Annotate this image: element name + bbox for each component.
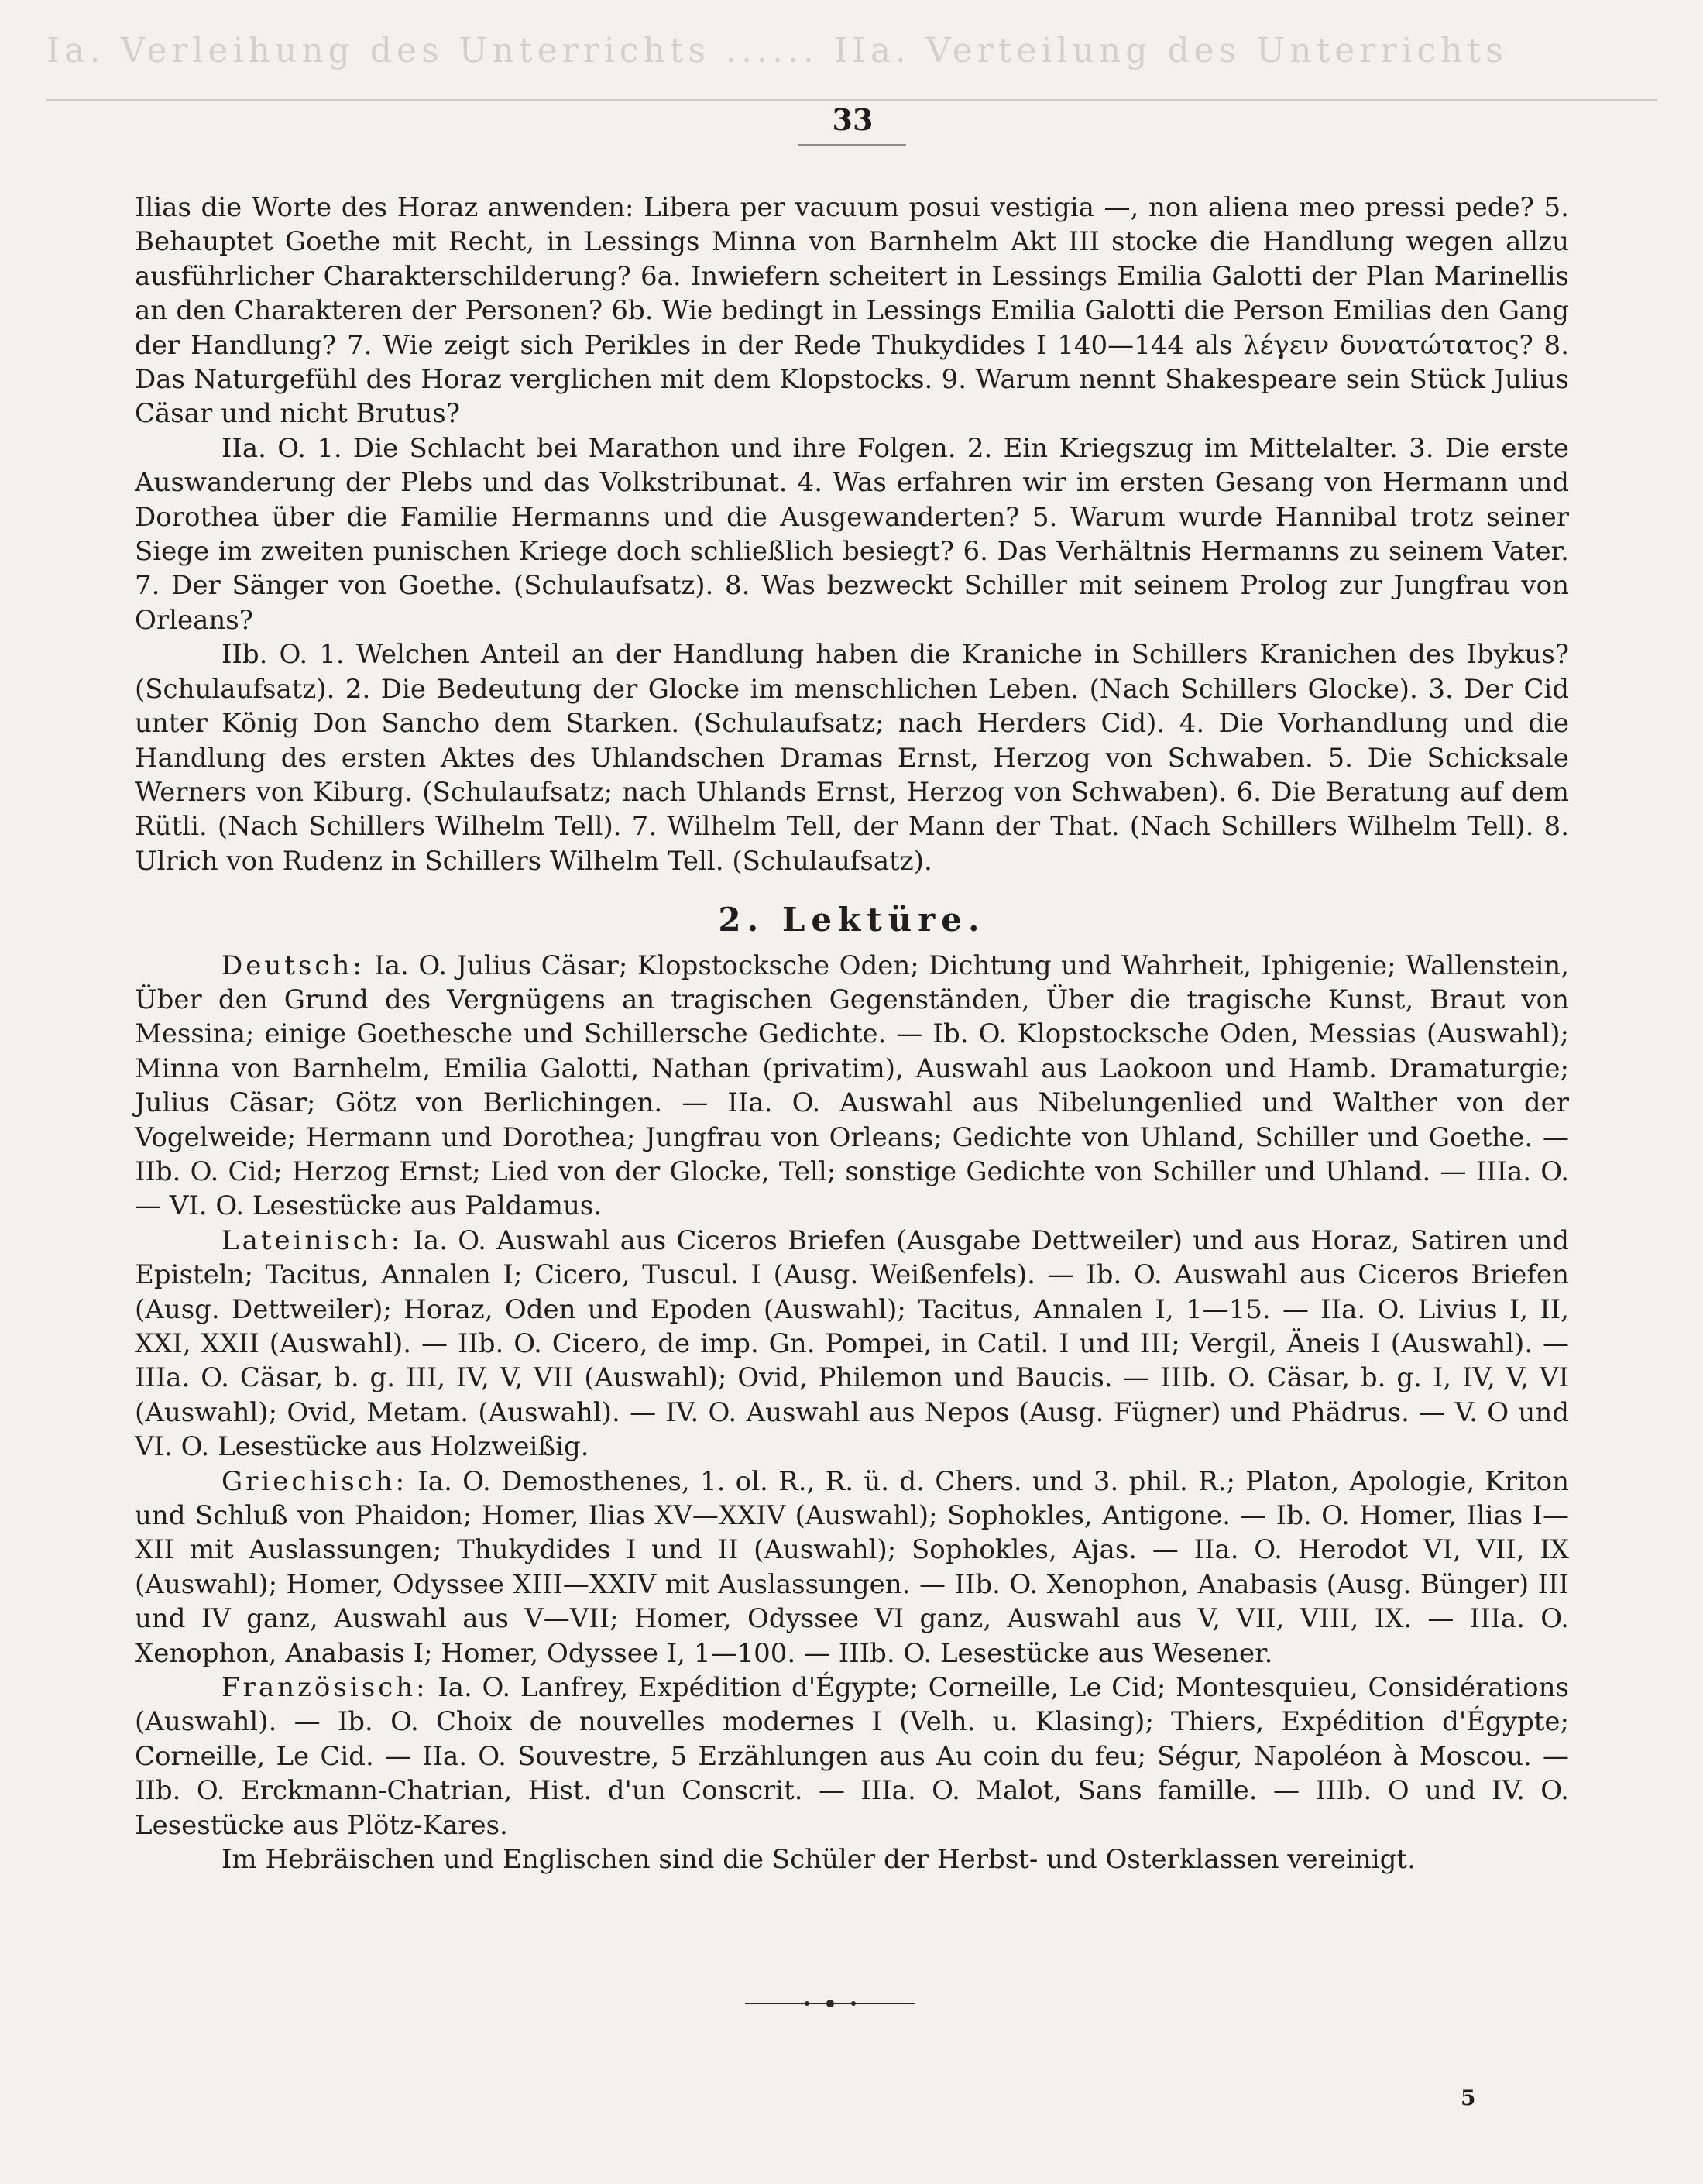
- reading-deutsch-text: Ia. O. Julius Cäsar; Klopstocksche Oden; Dichtung und Wahrheit, Iphigenie; Wallenstein, Über den Grund des Vergnügens an tragischen Gegenständen, Über die tragische Kunst, Braut von Messina; einige Goethesche und Schillersche Gedichte. — Ib. O. Klopstocksche Oden, Messias (Auswahl); Minna von Barnhelm, Emilia Galotti, Nathan (privatim), Auswahl aus Laokoon und Hamb. Dramaturgie; Julius Cäsar; Götz von Berlichingen. — IIa. O. Auswahl aus Nibelungenlied und Walther von der Vogelweide; Hermann und Dorothea; Jungfrau von Orleans; Gedichte von Uhland, Schiller und Goethe. — IIb. O. Cid; Herzog Ernst; Lied von der Glocke, Tell; sonstige Gedichte von Schiller und Uhland. — IIIa. O. — VI. O. Lesestücke aus Paldamus.: [135, 949, 1569, 1222]
- show-through-bleed: Ia. Verleihung des Unterrichts ...... IIa. Verteilung des Unterrichts: [46, 31, 1508, 70]
- essay-topics-iia: IIa. O. 1. Die Schlacht bei Marathon und ihre Folgen. 2. Ein Kriegszug im Mittelalter. 3. Die erste Auswanderung der Plebs und das Volkstribunat. 4. Was erfahren wir im ersten Gesang von Hermann und Dorothea über die Familie Hermanns und die Ausgewanderten? 5. Warum wurde Hannibal trotz seiner Siege im zweiten punischen Kriege doch schließlich besiegt? 6. Das Verhältnis Hermanns zu seinem Vater. 7. Der Sänger von Goethe. (Schulaufsatz). 8. Was bezweckt Schiller mit seinem Prolog zur Jungfrau von Orleans?: [135, 432, 1569, 636]
- reading-deutsch-label: Deutsch:: [221, 949, 365, 981]
- page-number: 33: [832, 102, 874, 137]
- reading-latein-label: Lateinisch:: [221, 1224, 403, 1256]
- reading-latein: [135, 1224, 1569, 1465]
- reading-deutsch: [135, 949, 1569, 1224]
- reading-franz-text: Ia. O. Lanfrey, Expédition d'Égypte; Corneille, Le Cid; Montesquieu, Considérations (Auswahl). — Ib. O. Choix de nouvelles modernes I (Velh. u. Klasing); Thiers, Expédition d'Égypte; Corneille, Le Cid. — IIa. O. Souvestre, 5 Erzählungen aus Au coin du feu; Ségur, Napoléon à Moscou. — IIb. O. Erckmann-Chatrian, Hist. d'un Conscrit. — IIIa. O. Malot, Sans famille. — IIIb. O und IV. O. Lesestücke aus Plötz-Kares.: [135, 1672, 1569, 1841]
- reading-griechisch-label: Griechisch:: [221, 1465, 408, 1497]
- essay-topics-ia-continuation: Ilias die Worte des Horaz anwenden: Libera per vacuum posui vestigia —, non aliena meo pressi pede? 5. Behauptet Goethe mit Recht, in Lessings Minna von Barnhelm Akt III stocke die Handlung wegen allzu ausführlicher Charakterschilderung? 6a. Inwiefern scheitert in Lessings Emilia Galotti der Plan Marinellis an den Charakteren der Personen? 6b. Wie bedingt in Lessings Emilia Galotti die Person Emilias den Gang der Handlung? 7. Wie zeigt sich Perikles in der Rede Thukydides I 140—144 als λέγειν δυνατώτατος? 8. Das Naturgefühl des Horaz verglichen mit dem Klopstocks. 9. Warum nennt Shakespeare sein Stück Julius Cäsar und nicht Brutus?: [135, 192, 1569, 430]
- printer-signature-mark: 5: [1461, 2085, 1476, 2110]
- reading-griechisch: [135, 1465, 1569, 1671]
- reading-hebraeisch-note: Im Hebräischen und Englischen sind die Schüler der Herbst- und Osterklassen vereinigt.: [221, 1844, 1416, 1876]
- reading-franzoesisch: [135, 1671, 1569, 1842]
- show-through-rule: [46, 99, 1657, 101]
- section-heading-lekture: 2. Lektüre.: [718, 901, 986, 939]
- page-number-rule: [798, 144, 906, 146]
- reading-franz-label: Französisch:: [221, 1672, 428, 1704]
- ornament-divider: [745, 1998, 915, 2009]
- reading-latein-text: Ia. O. Auswahl aus Ciceros Briefen (Ausgabe Dettweiler) und aus Horaz, Satiren und Episteln; Tacitus, Annalen I; Cicero, Tuscul. I (Ausg. Weißenfels). — Ib. O. Auswahl aus Ciceros Briefen (Ausg. Dettweiler); Horaz, Oden und Epoden (Auswahl); Tacitus, Annalen I, 1—15. — IIa. O. Livius I, II, XXI, XXII (Auswahl). — IIb. O. Cicero, de imp. Gn. Pompei, in Catil. I und III; Vergil, Äneis I (Auswahl). — IIIa. O. Cäsar, b. g. III, IV, V, VII (Auswahl); Ovid, Philemon und Baucis. — IIIb. O. Cäsar, b. g. I, IV, V, VI (Auswahl); Ovid, Metam. (Auswahl). — IV. O. Auswahl aus Nepos (Ausg. Fügner) und Phädrus. — V. O und VI. O. Lesestücke aus Holzweißig.: [135, 1224, 1569, 1463]
- essay-topics-iib: IIb. O. 1. Welchen Anteil an der Handlung haben die Kraniche in Schillers Kranichen des Ibykus? (Schulaufsatz). 2. Die Bedeutung der Glocke im menschlichen Leben. (Nach Schillers Glocke). 3. Der Cid unter König Don Sancho dem Starken. (Schulaufsatz; nach Herders Cid). 4. Die Vorhandlung und die Handlung des ersten Aktes des Uhlandschen Dramas Ernst, Herzog von Schwaben. 5. Die Schicksale Werners von Kiburg. (Schulaufsatz; nach Uhlands Ernst, Herzog von Schwaben). 6. Die Beratung auf dem Rütli. (Nach Schillers Wilhelm Tell). 7. Wilhelm Tell, der Mann der That. (Nach Schillers Wilhelm Tell). 8. Ulrich von Rudenz in Schillers Wilhelm Tell. (Schulaufsatz).: [135, 639, 1569, 877]
- page-body: [135, 191, 1569, 1877]
- reading-griechisch-text: Ia. O. Demosthenes, 1. ol. R., R. ü. d. Chers. und 3. phil. R.; Platon, Apologie, Kriton und Schluß von Phaidon; Homer, Ilias XV—XXIV (Auswahl); Sophokles, Antigone. — Ib. O. Homer, Ilias I—XII mit Auslassungen; Thukydides I und II (Auswahl); Sophokles, Ajas. — IIa. O. Herodot VI, VII, IX (Auswahl); Homer, Odyssee XIII—XXIV mit Auslassungen. — IIb. O. Xenophon, Anabasis (Ausg. Bünger) III und IV ganz, Auswahl aus V—VII; Homer, Odyssee VI ganz, Auswahl aus V, VII, VIII, IX. — IIIa. O. Xenophon, Anabasis I; Homer, Odyssee I, 1—100. — IIIb. O. Lesestücke aus Wesener.: [135, 1465, 1569, 1669]
